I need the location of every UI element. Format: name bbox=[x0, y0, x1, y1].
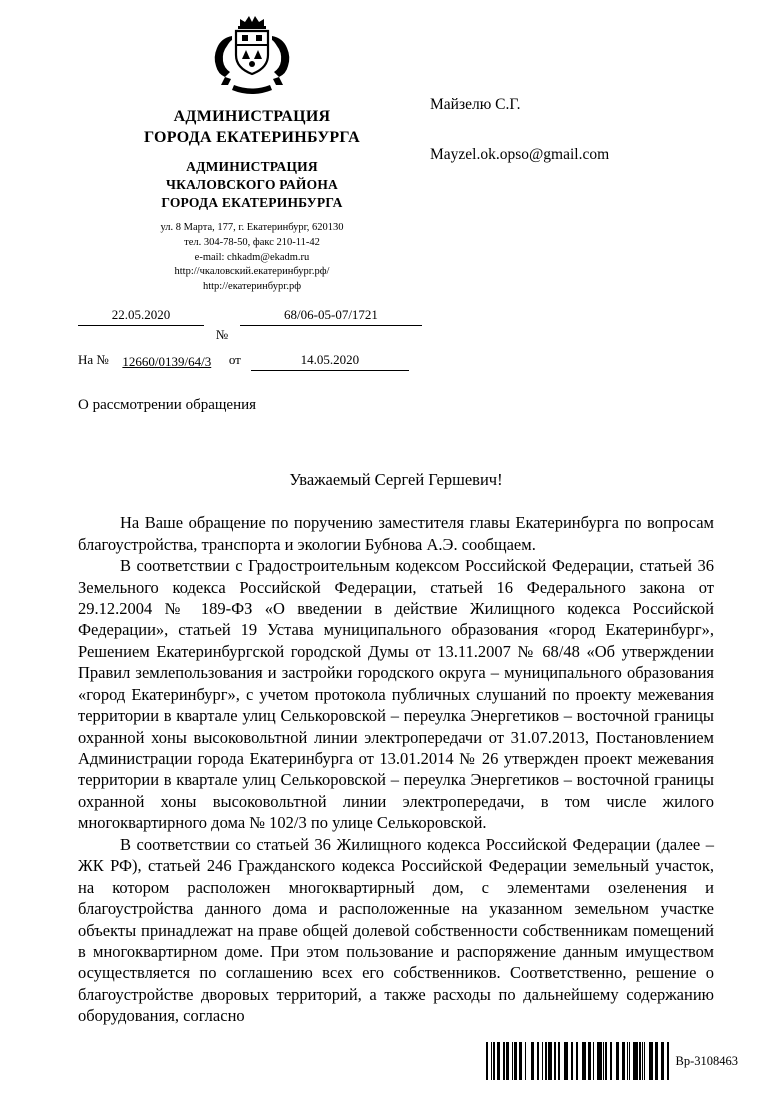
footer bbox=[486, 1042, 739, 1080]
recipient-email: Mayzel.ok.opso@gmail.com bbox=[430, 146, 610, 163]
paragraph-1: На Ваше обращение по поручению заместителя главы Екатеринбурга по вопросам благоустройства, транспорта и экологии Бубнова А.Э. сообщаем. bbox=[78, 513, 714, 554]
coat-of-arms-icon bbox=[200, 12, 304, 99]
letter-subject: О рассмотрении обращения bbox=[78, 397, 257, 414]
org-secondary-line-2: ЧКАЛОВСКОГО РАЙОНА bbox=[166, 176, 338, 192]
paragraph-2: В соответствии с Градостроительным кодексом Российской Федерации, статьей 36 Земельного кодекса Российской Федерации, статьей 16 Федерального закона от 29.12.2004 № 189-ФЗ «О введении в действие Жилищного кодекса Российской Федерации», статьей 19 Устава муниципального образования «город Екатеринбург», Решением Екатеринбургской городской Думы от 13.11.2007 № 68/48 «Об утверждении Правил землепользования и застройки городского округа – муниципального образования «город Екатеринбург», с учетом протокола публичных слушаний по проекту межевания территории в квартале улиц Селькоровской – переулка Энергетиков – восточной границы охранной хоны высоковольтной линии электропередачи от 31.07.2013, Постановлением Администрации города Екатеринбурга от 13.01.2014 № 26 утвержден проект межевания территории в квартале улиц Селькоровской – переулка Энергетиков – восточной границы охранной хоны высоковольтной линии электропередачи, в том числе жилого многоквартирного дома № 102/3 по улице Селькоровской. bbox=[78, 556, 714, 833]
ref-label: На № bbox=[78, 351, 109, 367]
ref-from-label: от bbox=[228, 351, 241, 367]
doc-date: 22.05.2020 bbox=[78, 307, 204, 326]
doc-number-block bbox=[78, 307, 426, 343]
recipient-name: Майзелю С.Г. bbox=[430, 96, 521, 113]
doc-number: 68/06-05-07/1721 bbox=[240, 307, 422, 326]
barcode-code: Вр-3108463 bbox=[675, 1053, 738, 1068]
org-secondary-line-3: ГОРОДА ЕКАТЕРИНБУРГА bbox=[161, 195, 343, 211]
org-secondary-line-1: АДМИНИСТРАЦИЯ bbox=[186, 158, 318, 174]
recipient-block bbox=[426, 10, 714, 371]
reference-block bbox=[78, 352, 426, 372]
letterhead-left-column bbox=[78, 10, 426, 371]
barcode-icon bbox=[486, 1042, 669, 1080]
contact-website-city: http://екатеринбург.рф bbox=[202, 281, 302, 292]
doc-date-number-row bbox=[78, 307, 426, 326]
contact-address: ул. 8 Марта, 177, г. Екатеринбург, 620130 bbox=[160, 222, 344, 234]
salutation: Уважаемый Сергей Гершевич! bbox=[289, 470, 503, 490]
contact-block bbox=[78, 221, 426, 294]
org-name-secondary bbox=[78, 158, 426, 213]
contact-email: e-mail: chkadm@ekadm.ru bbox=[194, 251, 310, 263]
contact-phone-fax: тел. 304-78-50, факс 210-11-42 bbox=[184, 236, 320, 248]
ref-date: 14.05.2020 bbox=[251, 352, 409, 371]
org-primary-line-1: АДМИНИСТРАЦИЯ bbox=[173, 108, 331, 125]
contact-website-district: http://чкаловский.екатеринбург.рф/ bbox=[174, 266, 330, 278]
org-primary-line-2: ГОРОДА ЕКАТЕРИНБУРГА bbox=[143, 128, 361, 146]
number-sign-label: № bbox=[215, 326, 229, 342]
org-name-primary bbox=[78, 107, 426, 149]
letterhead bbox=[78, 10, 714, 371]
ref-number: 12660/0139/64/3 bbox=[122, 353, 212, 369]
letter-body bbox=[78, 512, 714, 1027]
paragraph-3: В соответствии со статьей 36 Жилищного кодекса Российской Федерации (далее – ЖК РФ), статьей 246 Гражданского кодекса Российской Федерации земельный участок, на котором расположен многоквартирный дом, с элементами озеленения и благоустройства данного дома и расположенные на указанном земельном участке объекты принадлежат на праве общей долевой собственности собственникам помещений в многоквартирном доме. При этом пользование и распоряжение данным имуществом осуществляется по соглашению всех его собственников. Соответственно, решение о благоустройстве дворовых территорий, а также расходы по дальнейшему содержанию оборудования, согласно bbox=[78, 834, 714, 1026]
